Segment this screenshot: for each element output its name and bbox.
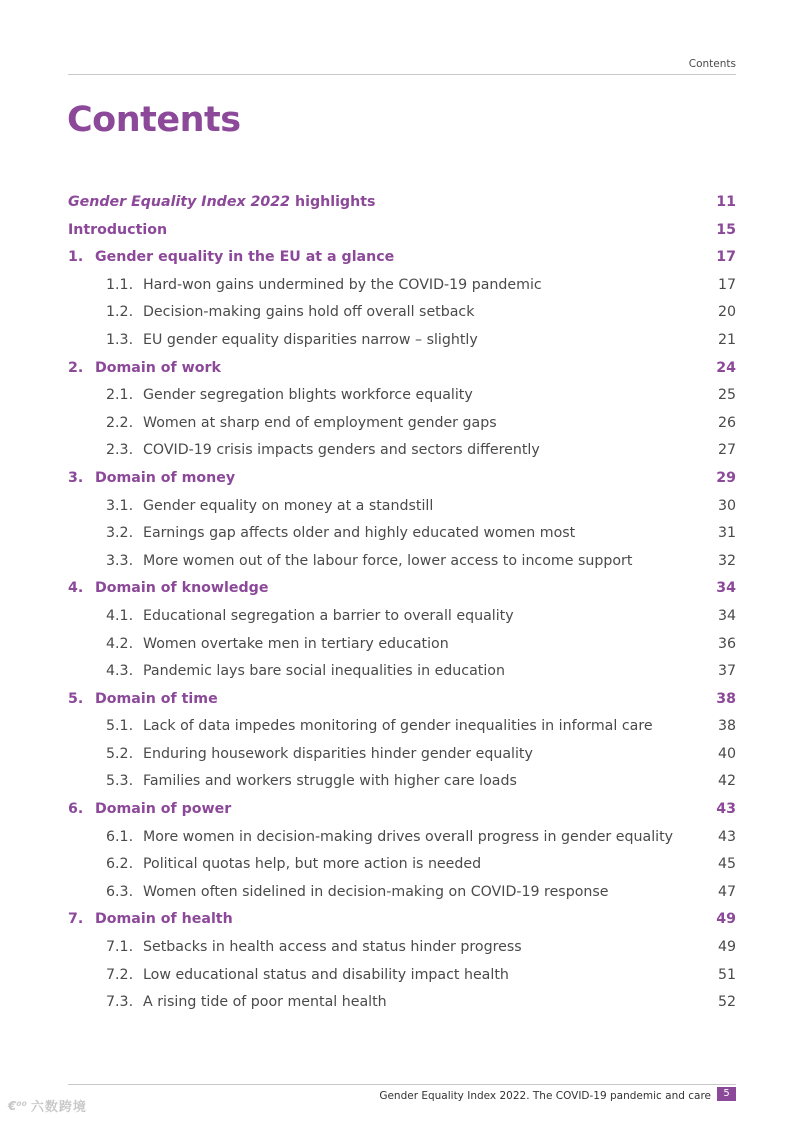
toc-section-entry[interactable] xyxy=(68,851,736,879)
toc-section-entry[interactable] xyxy=(68,382,736,410)
toc-entry-number: 2.3. xyxy=(106,442,134,459)
toc-section-entry[interactable] xyxy=(68,741,736,769)
toc-entry-title: Political quotas help, but more action is needed xyxy=(143,856,482,873)
toc-entry-number: 5. xyxy=(68,690,84,707)
toc-entry-title: Introduction xyxy=(68,221,168,238)
toc-section-entry[interactable] xyxy=(68,824,736,852)
toc-entry-page-number: 45 xyxy=(717,856,736,873)
toc-entry-page-number: 15 xyxy=(716,221,736,238)
toc-entry-number: 3.2. xyxy=(106,525,134,542)
toc-entry-number: 1.3. xyxy=(106,331,134,348)
toc-section-entry[interactable] xyxy=(68,658,736,686)
toc-entry-title: Hard-won gains undermined by the COVID-19 pandemic xyxy=(143,276,542,293)
toc-section-entry[interactable] xyxy=(68,934,736,962)
toc-entry-number: 2.2. xyxy=(106,414,134,431)
toc-entry-number: 1.1. xyxy=(106,276,134,293)
toc-entry-title: Women overtake men in tertiary education xyxy=(143,635,449,652)
toc-section-entry[interactable] xyxy=(68,272,736,300)
toc-entry-title: Domain of power xyxy=(95,801,232,818)
toc-entry-title: Gender segregation blights workforce equality xyxy=(143,387,473,404)
toc-chapter-entry[interactable] xyxy=(68,189,736,217)
toc-entry-page-number: 49 xyxy=(717,939,736,956)
toc-entry-title: Domain of knowledge xyxy=(95,580,269,597)
toc-entry-page-number: 29 xyxy=(716,469,736,486)
toc-entry-title: Families and workers struggle with higher care loads xyxy=(143,773,517,790)
toc-entry-page-number: 43 xyxy=(716,801,736,818)
toc-entry-title: Educational segregation a barrier to overall equality xyxy=(143,607,514,624)
toc-section-entry[interactable] xyxy=(68,493,736,521)
toc-entry-page-number: 38 xyxy=(717,718,736,735)
toc-entry-number: 6.3. xyxy=(106,883,134,900)
toc-section-entry[interactable] xyxy=(68,520,736,548)
toc-entry-title: Lack of data impedes monitoring of gender inequalities in informal care xyxy=(143,718,653,735)
toc-entry-page-number: 34 xyxy=(716,580,736,597)
toc-entry-number: 2. xyxy=(68,359,84,376)
toc-entry-page-number: 51 xyxy=(717,966,736,983)
toc-entry-page-number: 21 xyxy=(717,331,736,348)
toc-section-entry[interactable] xyxy=(68,879,736,907)
toc-chapter-entry[interactable] xyxy=(68,796,736,824)
toc-entry-page-number: 47 xyxy=(717,883,736,900)
toc-chapter-entry[interactable] xyxy=(68,217,736,245)
page-title: Contents xyxy=(67,100,241,140)
toc-entry-title: Women at sharp end of employment gender gaps xyxy=(143,414,497,431)
toc-section-entry[interactable] xyxy=(68,410,736,438)
toc-entry-number: 7.2. xyxy=(106,966,134,983)
toc-entry-page-number: 17 xyxy=(717,276,736,293)
toc-entry-title: Domain of time xyxy=(95,690,218,707)
toc-entry-title: A rising tide of poor mental health xyxy=(143,994,387,1011)
toc-entry-page-number: 26 xyxy=(717,414,736,431)
toc-entry-title: Earnings gap affects older and highly educated women most xyxy=(143,525,576,542)
toc-entry-number: 1.2. xyxy=(106,304,134,321)
toc-entry-page-number: 38 xyxy=(716,690,736,707)
toc-entry-number: 4. xyxy=(68,580,84,597)
running-header-title: Contents xyxy=(688,58,736,70)
toc-entry-page-number: 17 xyxy=(716,249,736,266)
toc-entry-page-number: 31 xyxy=(717,525,736,542)
toc-entry-title: Gender equality on money at a standstill xyxy=(143,497,434,514)
toc-entry-title: Setbacks in health access and status hinder progress xyxy=(143,939,522,956)
page-number-badge: 5 xyxy=(717,1087,736,1101)
toc-entry-page-number: 25 xyxy=(717,387,736,404)
toc-entry-number: 5.2. xyxy=(106,745,134,762)
toc-entry-title: highlights xyxy=(290,194,376,210)
toc-entry-page-number: 32 xyxy=(717,552,736,569)
watermark xyxy=(8,1096,87,1115)
toc-section-entry[interactable] xyxy=(68,437,736,465)
footer-rule xyxy=(68,1084,736,1085)
toc-entry-page-number: 52 xyxy=(717,994,736,1011)
toc-entry-number: 6. xyxy=(68,801,84,818)
toc-section-entry[interactable] xyxy=(68,768,736,796)
table-of-contents xyxy=(68,189,736,1017)
toc-entry-page-number: 36 xyxy=(717,635,736,652)
toc-entry-number: 5.3. xyxy=(106,773,134,790)
toc-entry-page-number: 24 xyxy=(716,359,736,376)
toc-section-entry[interactable] xyxy=(68,603,736,631)
toc-section-entry[interactable] xyxy=(68,962,736,990)
toc-entry-number: 3.1. xyxy=(106,497,134,514)
watermark-logo-icon: €⁰⁰ xyxy=(8,1098,27,1113)
toc-entry-number: 6.1. xyxy=(106,828,134,845)
toc-chapter-entry[interactable] xyxy=(68,906,736,934)
watermark-text: 六数跨境 xyxy=(30,1100,87,1115)
toc-entry-page-number: 42 xyxy=(717,773,736,790)
toc-entry-title: COVID-19 crisis impacts genders and sectors differently xyxy=(143,442,540,459)
toc-chapter-entry[interactable] xyxy=(68,244,736,272)
toc-entry-page-number: 37 xyxy=(717,663,736,680)
toc-entry-title: Pandemic lays bare social inequalities in education xyxy=(143,663,505,680)
toc-entry-number: 3. xyxy=(68,469,84,486)
toc-entry-page-number: 20 xyxy=(717,304,736,321)
toc-section-entry[interactable] xyxy=(68,631,736,659)
toc-entry-page-number: 43 xyxy=(717,828,736,845)
toc-chapter-entry[interactable] xyxy=(68,355,736,383)
toc-entry-title: Domain of money xyxy=(95,469,236,486)
toc-section-entry[interactable] xyxy=(68,299,736,327)
toc-entry-page-number: 49 xyxy=(716,911,736,928)
toc-entry-number: 4.3. xyxy=(106,663,134,680)
toc-entry-number: 4.2. xyxy=(106,635,134,652)
toc-entry-title: Women often sidelined in decision-making on COVID-19 response xyxy=(143,883,609,900)
toc-entry-title: More women out of the labour force, lower access to income support xyxy=(143,552,633,569)
toc-section-entry[interactable] xyxy=(68,548,736,576)
toc-entry-title: Decision-making gains hold off overall setback xyxy=(143,304,475,321)
toc-entry-number: 7.1. xyxy=(106,939,134,956)
toc-entry-number: 5.1. xyxy=(106,718,134,735)
toc-entry-page-number: 11 xyxy=(716,194,736,210)
footer-publication-title: Gender Equality Index 2022. The COVID-19 pandemic and care xyxy=(379,1090,711,1102)
toc-entry-title: Gender equality in the EU at a glance xyxy=(95,249,395,266)
toc-entry-title: Enduring housework disparities hinder gender equality xyxy=(143,745,533,762)
running-header xyxy=(68,56,736,75)
toc-chapter-entry[interactable] xyxy=(68,575,736,603)
toc-entry-page-number: 40 xyxy=(717,745,736,762)
toc-chapter-entry[interactable] xyxy=(68,686,736,714)
toc-entry-number: 3.3. xyxy=(106,552,134,569)
toc-entry-number: 1. xyxy=(68,249,84,266)
toc-entry-title: Domain of health xyxy=(95,911,233,928)
toc-entry-page-number: 34 xyxy=(717,607,736,624)
toc-entry-number: 2.1. xyxy=(106,387,134,404)
toc-entry-page-number: 30 xyxy=(717,497,736,514)
toc-section-entry[interactable] xyxy=(68,713,736,741)
toc-entry-number: 6.2. xyxy=(106,856,134,873)
toc-chapter-entry[interactable] xyxy=(68,465,736,493)
toc-entry-page-number: 27 xyxy=(717,442,736,459)
toc-entry-italic-title: Gender Equality Index 2022 xyxy=(68,194,291,210)
toc-section-entry[interactable] xyxy=(68,327,736,355)
toc-entry-number: 7.3. xyxy=(106,994,134,1011)
toc-entry-title: Low educational status and disability impact health xyxy=(143,966,509,983)
toc-entry-title: More women in decision-making drives overall progress in gender equality xyxy=(143,828,674,845)
toc-section-entry[interactable] xyxy=(68,989,736,1017)
toc-entry-title: EU gender equality disparities narrow – slightly xyxy=(143,331,478,348)
toc-entry-title: Domain of work xyxy=(95,359,221,376)
toc-entry-number: 7. xyxy=(68,911,84,928)
toc-entry-number: 4.1. xyxy=(106,607,134,624)
